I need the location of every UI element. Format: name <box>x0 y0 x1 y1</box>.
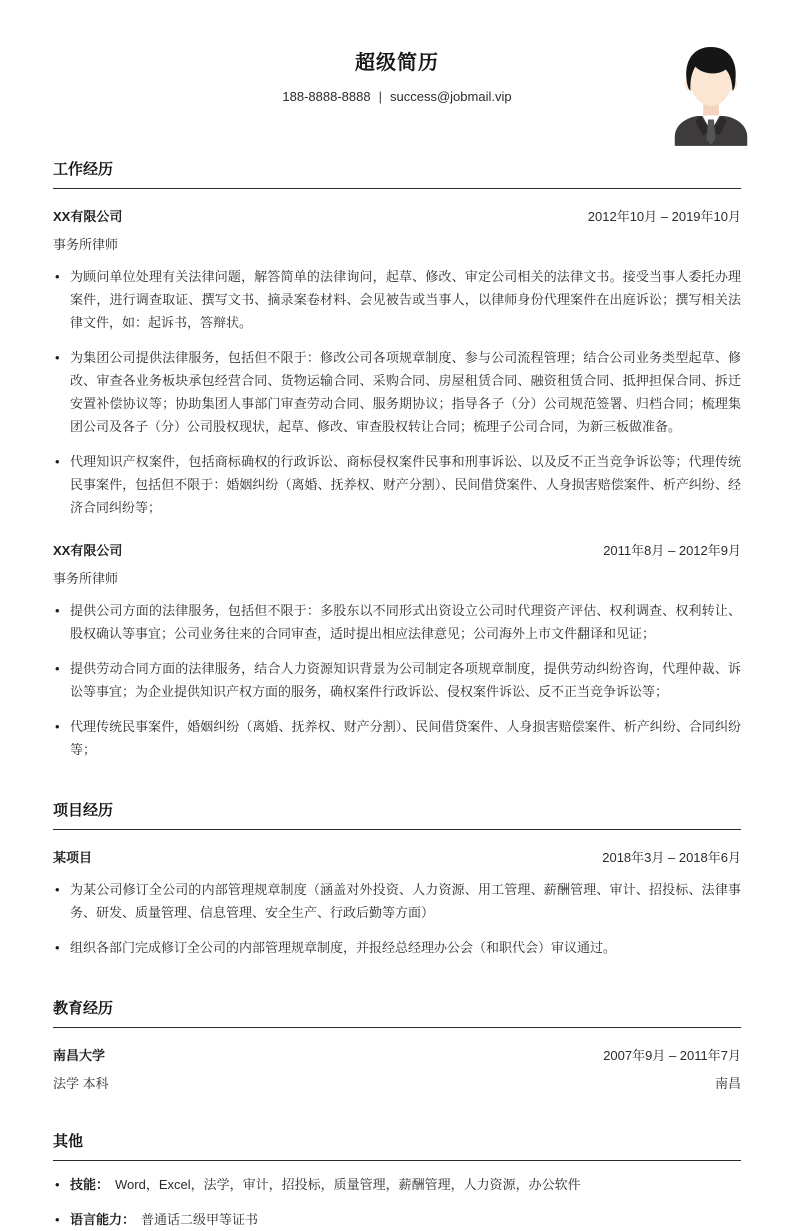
email-address: success@jobmail.vip <box>390 89 512 104</box>
section-work-experience <box>53 158 741 761</box>
project-section-title: 项目经历 <box>53 799 741 830</box>
education-row-school <box>53 1045 741 1064</box>
language-label: 语言能力： <box>70 1212 136 1227</box>
person-avatar-icon <box>664 40 758 146</box>
work-bullet: • 代理知识产权案件，包括商标确权的行政诉讼、商标侵权案件民事和刑事诉讼、以及反不正当竞争诉讼等；代理传统民事案件，包括但不限于：婚姻纠纷（离婚、抚养权、财产分割）、民间借贷案件、人身损害赔偿案件、析产纠纷、经济合同纠纷等； <box>53 450 741 519</box>
work-entry-header <box>53 540 741 559</box>
job-title: 事务所律师 <box>53 237 119 252</box>
job-title: 事务所律师 <box>53 571 119 586</box>
work-entry <box>53 540 741 761</box>
project-name: 某项目 <box>53 850 93 865</box>
work-bullet-list <box>53 265 741 519</box>
other-list <box>53 1173 741 1231</box>
project-bullet: • 为某公司修订全公司的内部管理规章制度（涵盖对外投资、人力资源、用工管理、薪酬管理、审计、招投标、法律事务、研发、质量管理、信息管理、安全生产、行政后勤等方面） <box>53 878 741 924</box>
school-name: 南昌大学 <box>53 1048 106 1063</box>
work-bullet: • 代理传统民事案件，婚姻纠纷（离婚、抚养权、财产分割）、民间借贷案件、人身损害赔偿案件、析产纠纷、合同纠纷等； <box>53 715 741 761</box>
contact-line <box>53 89 741 104</box>
work-bullet: • 为集团公司提供法律服务，包括但不限于：修改公司各项规章制度、参与公司流程管理；结合公司业务类型起草、修改、审查各业务板块承包经营合同、货物运输合同、采购合同、房屋租赁合同、融资租赁合同、抵押担保合同、拆迁安置补偿协议等；协助集团人事部门审查劳动合同、服务期协议；指导各子（分）公司规范签署、归档合同；梳理集团公司及各子（分）公司股权现状，起草、修改、审查股权转让合同；梳理子公司合同，为新三板做准备。 <box>53 346 741 438</box>
work-section-title: 工作经历 <box>53 158 741 189</box>
education-date-range: 2007年9月 – 2011年7月 <box>603 1048 741 1063</box>
work-bullet: • 提供公司方面的法律服务，包括但不限于：多股东以不同形式出资设立公司时代理资产评估、权利调查、权利转让、股权确认等事宜；公司业务往来的合同审查，适时提出相应法律意见；公司海外上市文件翻译和见证； <box>53 599 741 645</box>
section-education <box>53 997 741 1092</box>
education-entry <box>53 1045 741 1092</box>
other-section-title: 其他 <box>53 1130 741 1161</box>
skills-item <box>53 1173 741 1196</box>
project-entry-header <box>53 847 741 866</box>
resume-title: 超级简历 <box>355 52 439 74</box>
major-degree: 法学 本科 <box>53 1076 109 1091</box>
work-date-range: 2011年8月 – 2012年9月 <box>603 543 741 558</box>
language-text: 普通话二级甲等证书 <box>141 1212 259 1227</box>
project-entry <box>53 847 741 959</box>
school-location: 南昌 <box>714 1076 741 1091</box>
project-bullet: • 组织各部门完成修订全公司的内部管理规章制度，并报经总经理办公会（和职代会）审议通过。 <box>53 936 741 959</box>
work-bullet-list <box>53 599 741 761</box>
education-section-title: 教育经历 <box>53 997 741 1028</box>
company-name: XX有限公司 <box>53 209 123 224</box>
project-bullet-list <box>53 878 741 959</box>
education-row-major <box>53 1073 741 1092</box>
work-date-range: 2012年10月 – 2019年10月 <box>587 209 741 224</box>
work-entry-header <box>53 206 741 225</box>
work-bullet: • 为顾问单位处理有关法律问题，解答简单的法律询问，起草、修改、审定公司相关的法律文书。接受当事人委托办理案件，进行调查取证、撰写文书、摘录案卷材料、会见被告或当事人，以律师身份代理案件在出庭诉讼；撰写相关法律文件，如：起诉书，答辩状。 <box>53 265 741 334</box>
section-other <box>53 1130 741 1231</box>
contact-separator: | <box>378 89 382 104</box>
profile-avatar <box>664 40 758 146</box>
work-bullet: • 提供劳动合同方面的法律服务，结合人力资源知识背景为公司制定各项规章制度，提供劳动纠纷咨询，代理仲裁、诉讼等事宜；为企业提供知识产权方面的服务，确权案件行政诉讼、侵权案件诉讼、反不正当竞争诉讼等； <box>53 657 741 703</box>
company-name: XX有限公司 <box>53 543 123 558</box>
resume-header <box>53 46 741 104</box>
skills-text: Word，Excel，法学，审计，招投标，质量管理，薪酬管理，人力资源，办公软件 <box>115 1177 581 1192</box>
skills-label: 技能： <box>70 1177 110 1192</box>
language-item <box>53 1208 741 1231</box>
project-date-range: 2018年3月 – 2018年6月 <box>602 850 741 865</box>
section-project-experience <box>53 799 741 959</box>
phone-number: 188-8888-8888 <box>282 89 371 104</box>
work-entry <box>53 206 741 519</box>
